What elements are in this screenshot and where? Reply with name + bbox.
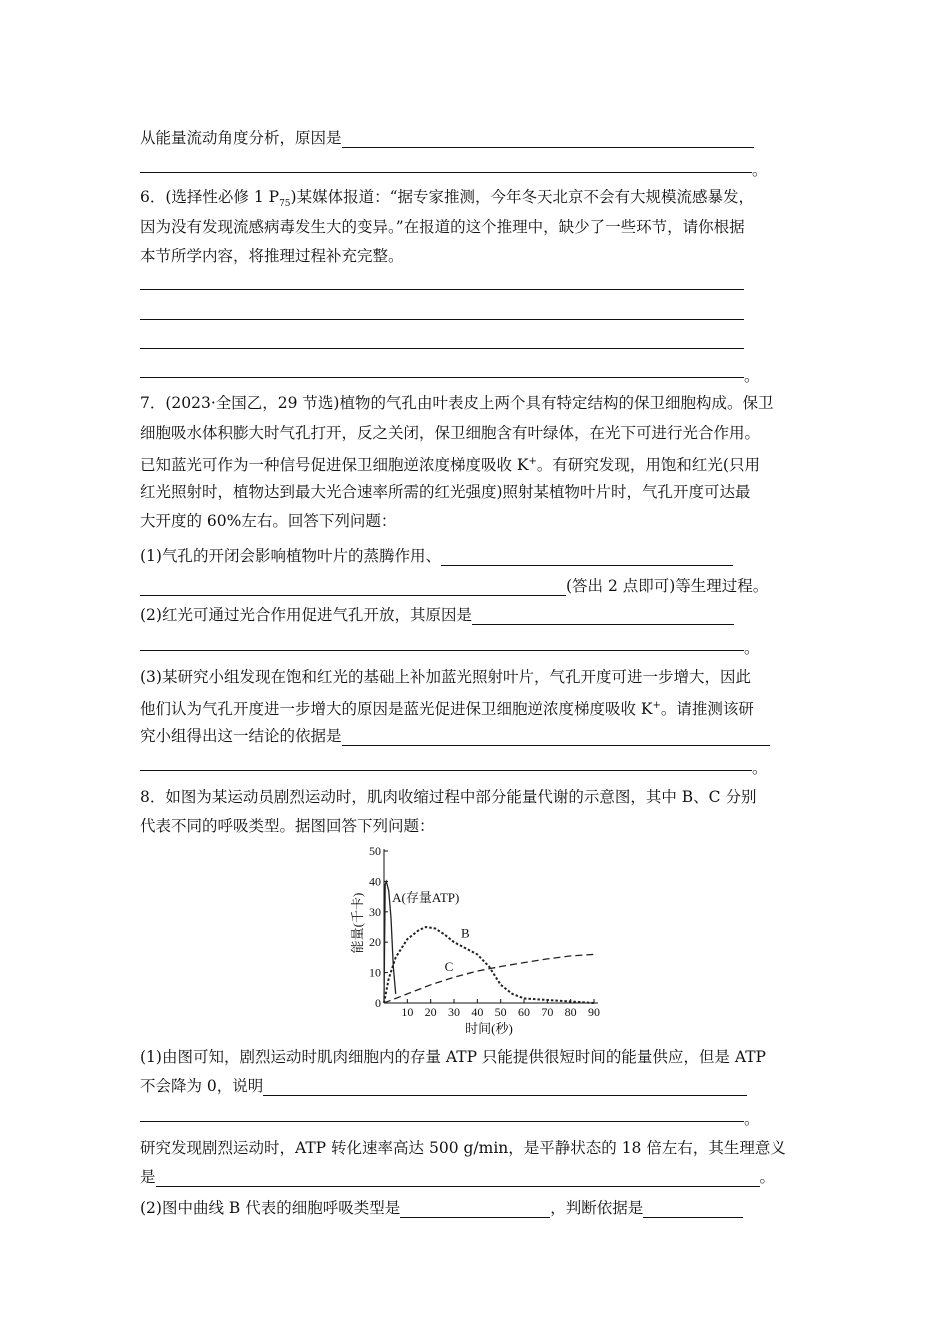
chart-axes: [384, 849, 598, 1003]
q8-part2-line-1: [140, 1198, 743, 1218]
q7-part3-line-2: [140, 696, 754, 719]
chart-ticks: [369, 844, 600, 1019]
y-tick-label: 20: [369, 935, 381, 950]
answer-blank[interactable]: [140, 289, 744, 290]
q7-line-2: 细胞吸水体积膨大时气孔打开，反之关闭，保卫细胞含有叶绿体，在光下可进行光合作用。: [140, 424, 761, 442]
period: 。: [744, 367, 760, 385]
period: 。: [744, 639, 760, 657]
q8-part2-mid: ，判断依据是: [550, 1199, 644, 1217]
answer-blank[interactable]: [263, 1079, 747, 1096]
series-line-c: [384, 954, 594, 1003]
answer-blank[interactable]: [643, 1201, 743, 1218]
period: 。: [759, 1168, 776, 1186]
x-tick-label: 90: [588, 1005, 600, 1019]
q8-part1-line-2: [140, 1076, 747, 1096]
q6-number: 6．: [140, 188, 166, 206]
q5-tail-line: [140, 128, 754, 148]
answer-blank[interactable]: [140, 172, 752, 173]
x-tick-label: 10: [401, 1005, 414, 1019]
q8-part1-line-2-text: 不会降为 0，说明: [140, 1077, 264, 1095]
series-label-a: A(存量ATP): [392, 890, 460, 906]
q7-line-1: 7．(2023·全国乙，29 节选)植物的气孔由叶表皮上两个具有特定结构的保卫细胞构成。保卫: [140, 394, 774, 412]
q7-part3-line-1: (3)某研究小组发现在饱和红光的基础上补加蓝光照射叶片，气孔开度可进一步增大，因此: [140, 668, 751, 686]
answer-blank[interactable]: [342, 729, 770, 746]
y-tick-label: 0: [375, 996, 381, 1010]
series-label-b: B: [461, 925, 470, 941]
q6-line-1: [140, 187, 754, 214]
x-tick-label: 40: [471, 1005, 484, 1019]
y-tick-label: 40: [369, 874, 381, 889]
answer-blank[interactable]: [140, 377, 744, 378]
y-axis-title: 能量(千卡): [350, 892, 365, 954]
superscript: +: [528, 456, 537, 467]
q7-line-3-end: 。有研究发现，用饱和红光(只用: [536, 456, 760, 475]
q7-part3-line-2-end: 。请推测该研: [660, 700, 754, 719]
q7-part1-text: (1)气孔的开闭会影响植物叶片的蒸腾作用、: [140, 547, 441, 565]
series-line-b: [384, 927, 594, 1003]
q6-line-2: 因为没有发现流感病毒发生大的变异。”在报道的这个推理中，缺少了一些环节，请你根据: [140, 218, 745, 236]
period: 。: [744, 1110, 760, 1128]
q7-part1-line-1: [140, 546, 733, 566]
q8-line-1: 8．如图为某运动员剧烈运动时，肌肉收缩过程中部分能量代谢的示意图，其中 B、C 分别: [140, 788, 757, 806]
q7-line-3: [140, 452, 760, 475]
x-tick-label: 20: [424, 1005, 437, 1019]
period: 。: [752, 759, 768, 777]
q6-line-3: 本节所学内容，将推理过程补充完整。: [140, 247, 404, 265]
answer-blank[interactable]: [140, 1121, 744, 1122]
y-tick-label: 30: [369, 904, 381, 919]
q8-part1-line-1: (1)由图可知，剧烈运动时肌肉细胞内的存量 ATP 只能提供很短时间的能量供应，但是 ATP: [140, 1048, 766, 1066]
q8-part1-line-4: 研究发现剧烈运动时，ATP 转化速率高达 500 g/min，是平静状态的 18 倍左右，其生理意义: [140, 1139, 786, 1157]
x-tick-label: 70: [541, 1005, 554, 1019]
answer-blank[interactable]: [400, 1201, 550, 1218]
superscript: +: [652, 700, 661, 711]
q8-line-2: 代表不同的呼吸类型。据图回答下列问题：: [140, 817, 435, 835]
x-tick-label: 50: [494, 1005, 507, 1019]
answer-blank[interactable]: [140, 650, 744, 651]
q7-line-3-text: 已知蓝光可作为一种信号促进保卫细胞逆浓度梯度吸收 K: [140, 456, 529, 475]
x-tick-label: 60: [518, 1005, 530, 1019]
q6-line-1-rest: )某媒体报道：“据专家推测，今年冬天北京不会有大规模流感暴发，: [290, 188, 755, 206]
answer-blank[interactable]: [140, 579, 566, 596]
q8-part1-line-5: [140, 1167, 775, 1187]
q7-line-4: 红光照射时，植物达到最大光合速率所需的红光强度)照射某植物叶片时，气孔开度可达最: [140, 483, 751, 501]
q8-part1-line-5-text: 是: [140, 1168, 156, 1186]
q6-source: (选择性必修 1 P: [165, 188, 280, 206]
y-tick-label: 50: [369, 844, 381, 858]
q7-part3-line-2-text: 他们认为气孔开度进一步增大的原因是蓝光促进保卫细胞逆浓度梯度吸收 K: [140, 700, 653, 719]
q7-part1-end: (答出 2 点即可)等生理过程。: [566, 577, 769, 595]
x-axis-title: 时间(秒): [465, 1021, 513, 1036]
y-tick-label: 10: [369, 965, 381, 980]
q7-part2-line-1: [140, 605, 734, 625]
q7-part2-text: (2)红光可通过光合作用促进气孔开放，其原因是: [140, 606, 472, 624]
q7-part3-line-3-text: 究小组得出这一结论的依据是: [140, 727, 342, 745]
energy-chart: [340, 842, 610, 1036]
q7-part1-line-2: [140, 576, 768, 596]
x-tick-label: 80: [564, 1005, 577, 1019]
series-label-c: C: [444, 959, 454, 975]
answer-blank[interactable]: [441, 549, 733, 566]
q6-source-sub: 75: [279, 199, 291, 210]
answer-blank[interactable]: [140, 348, 744, 349]
period: 。: [752, 161, 768, 179]
answer-blank[interactable]: [140, 770, 752, 771]
answer-blank[interactable]: [156, 1170, 760, 1187]
q5-tail-text: 从能量流动角度分析，原因是: [140, 129, 342, 147]
q8-part2-text: (2)图中曲线 B 代表的细胞呼吸类型是: [140, 1199, 401, 1217]
q7-line-5: 大开度的 60%左右。回答下列问题：: [140, 512, 397, 530]
answer-blank[interactable]: [140, 319, 744, 320]
q7-part3-line-3: [140, 726, 770, 746]
answer-blank[interactable]: [472, 608, 734, 625]
answer-blank[interactable]: [342, 131, 754, 148]
x-tick-label: 30: [448, 1005, 460, 1019]
